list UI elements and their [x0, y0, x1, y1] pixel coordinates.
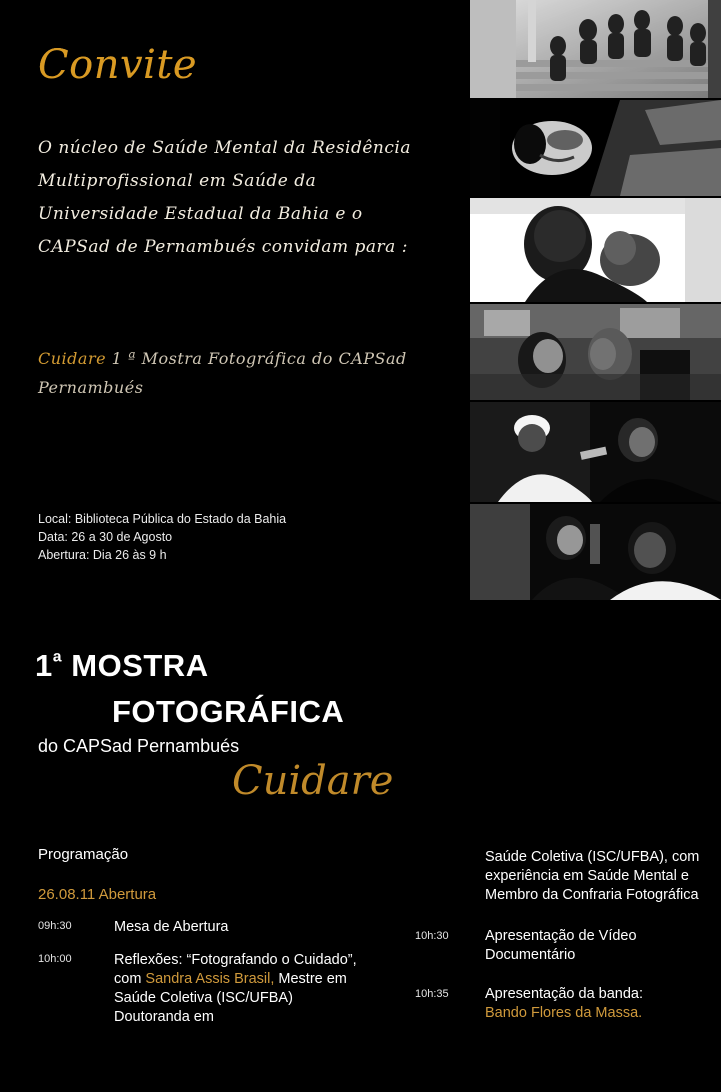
programme-item [38, 951, 368, 1027]
programme-date: 26.08.11 Abertura [38, 886, 157, 903]
invitation-title: Convite [38, 42, 198, 88]
main-title-subtitle: do CAPSad Pernambués [38, 736, 240, 756]
programme-item-band: Bando Flores da Massa. [485, 1005, 643, 1021]
main-title-mostra: MOSTRA [62, 648, 209, 683]
main-title-number: 1 [35, 648, 53, 683]
programme-item [38, 918, 368, 937]
programme-item-time: 09h:30 [38, 920, 72, 932]
photo-couple-faces [470, 304, 721, 400]
photo-strip [470, 0, 721, 600]
detail-abertura: Abertura: Dia 26 às 9 h [38, 548, 167, 562]
detail-local: Local: Biblioteca Pública do Estado da Bahia [38, 512, 287, 526]
programme-item-main: Apresentação da banda: [485, 986, 644, 1002]
programme-column-left [38, 918, 368, 1041]
programme-item-text [485, 985, 715, 1023]
programme-item-text [485, 927, 715, 965]
programme-item-speaker: Sandra Assis Brasil, [145, 971, 275, 987]
invitation-body: O núcleo de Saúde Mental da Residência Multiprofissional em Saúde da Universidade Estadual da Bahia e o CAPSad de Pernambués convidam para : [38, 138, 411, 257]
programme-heading: Programação [38, 846, 129, 863]
photo-woman-lying [470, 100, 721, 196]
photo-stairs-group [470, 0, 721, 98]
programme-item-text [114, 918, 368, 937]
programme-item [415, 985, 715, 1023]
programme-item-time: 10h:30 [415, 930, 449, 942]
programme-column-right [415, 840, 715, 1035]
programme-continuation-text: Saúde Coletiva (ISC/UFBA), com experiência em Saúde Mental e Membro da Confraria Fotográfica [485, 849, 700, 903]
programme-item-text [114, 951, 368, 1027]
invitation-exhibition-line [38, 344, 438, 402]
programme-item [415, 927, 715, 965]
programme-item-time: 10h:00 [38, 953, 72, 965]
programme-continuation [415, 848, 715, 905]
photo-smiling-pair [470, 504, 721, 600]
programme-item-main: Reflexões: “Fotografando o Cuidado”, com [114, 952, 357, 987]
invitation-details [38, 510, 458, 564]
invitation-exhibition-name: Cuidare [38, 349, 107, 368]
invitation-exhibition-rest: 1 ª Mostra Fotográfica do CAPSad Pernambués [38, 349, 407, 397]
detail-data: Data: 26 a 30 de Agosto [38, 530, 173, 544]
programme-item-main: Mesa de Abertura [114, 919, 229, 935]
invitation-block [0, 0, 470, 600]
photo-man-cap-woman [470, 402, 721, 502]
main-title-line2: FOTOGRÁFICA [112, 694, 345, 729]
programme-item-after: Mestre em Saúde Coletiva (ISC/UFBA) Doutoranda em [114, 971, 347, 1025]
programme-item-time: 10h:35 [415, 988, 449, 1000]
main-title-line1 [35, 648, 209, 684]
programme-block [0, 840, 721, 1092]
main-title-ordinal: ª [52, 649, 63, 676]
programme-item-main: Apresentação de Vídeo Documentário [485, 928, 637, 963]
photo-embrace [470, 198, 721, 302]
main-title-script: Cuidare [232, 758, 394, 804]
